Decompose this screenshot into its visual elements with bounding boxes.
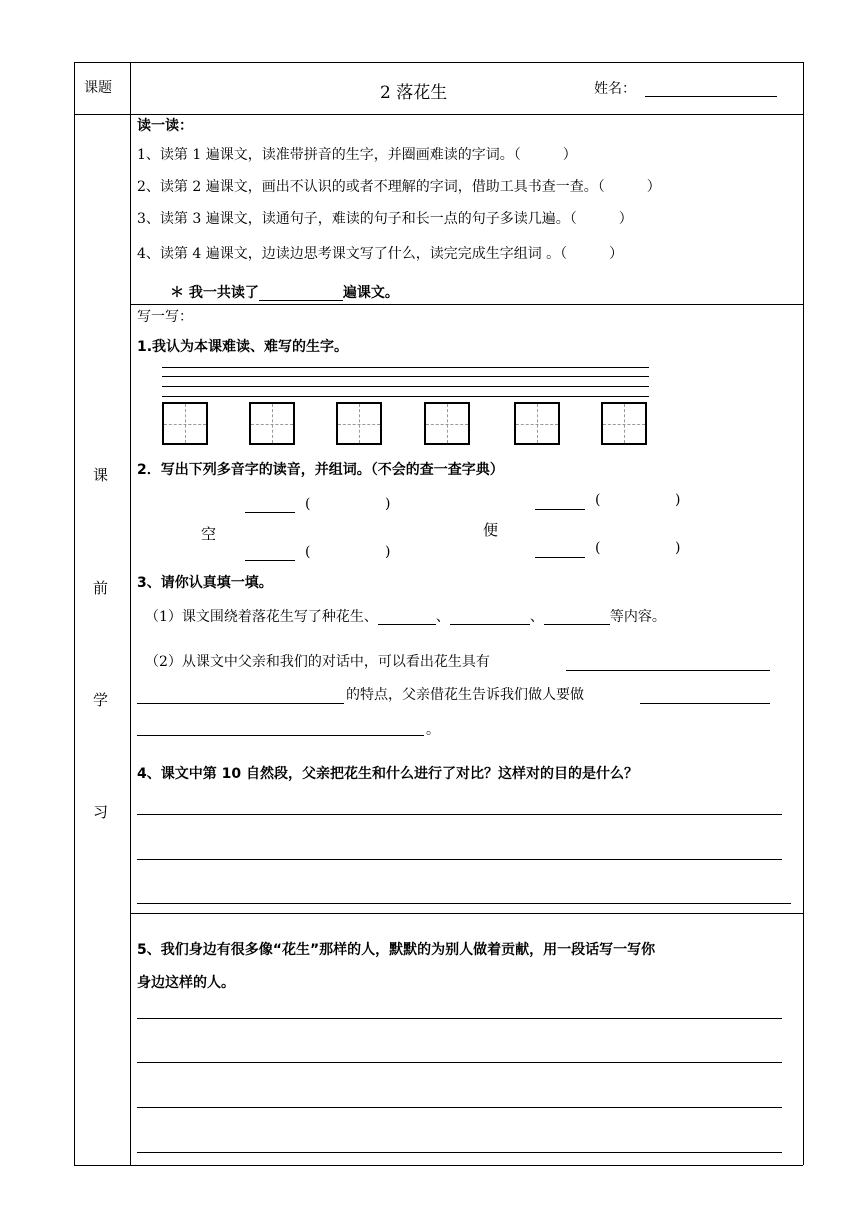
name-field[interactable] bbox=[645, 96, 777, 97]
poly-char-kong: 空 bbox=[201, 525, 217, 543]
character-box[interactable] bbox=[336, 402, 382, 445]
q3-2-blank-1b[interactable] bbox=[137, 703, 344, 704]
q3-1-sep: 、 bbox=[529, 609, 544, 625]
q3-1-sep: 、 bbox=[435, 609, 450, 625]
q3-2-blank-1[interactable] bbox=[566, 670, 770, 671]
side-label-4: 习 bbox=[93, 803, 109, 821]
paren-close: ) bbox=[385, 496, 391, 512]
q3-2-prefix: （2）从课文中父亲和我们的对话中，可以看出花生具有 bbox=[145, 654, 490, 670]
label-column-border bbox=[130, 62, 131, 1165]
read-item-4: 4、读第 4 遍课文，边读边思考课文写了什么，读完完成生字组词 。（ ） bbox=[137, 246, 624, 262]
answer-line[interactable] bbox=[137, 1018, 782, 1019]
read-heading: 读一读： bbox=[137, 118, 193, 134]
table-top-border bbox=[74, 62, 803, 63]
pinyin-line bbox=[162, 386, 649, 387]
q5-text-line-1: 5、我们身边有很多像“花生”那样的人，默默的为别人做着贡献，用一段话写一写你 bbox=[137, 942, 656, 958]
q3-1-line bbox=[145, 609, 666, 625]
q3-2-blank-2[interactable] bbox=[640, 703, 770, 704]
topic-label: 课题 bbox=[84, 80, 112, 96]
q5-text-line-2: 身边这样的人。 bbox=[137, 975, 235, 991]
table-left-border bbox=[74, 62, 75, 1165]
answer-line[interactable] bbox=[137, 859, 782, 860]
poly-char-bian: 便 bbox=[483, 521, 499, 539]
paren-open: ( bbox=[305, 544, 311, 560]
q4-text: 4、课文中第 10 自然段，父亲把花生和什么进行了对比？这样对的目的是什么？ bbox=[137, 766, 638, 782]
q5-section-border bbox=[130, 913, 803, 914]
q3-1-prefix: （1）课文围绕着落花生写了种花生、 bbox=[145, 609, 378, 625]
pronunciation-blank[interactable] bbox=[535, 509, 585, 510]
paren-close: ) bbox=[675, 540, 681, 556]
answer-line[interactable] bbox=[137, 903, 791, 904]
table-bottom-border bbox=[74, 1165, 803, 1166]
paren-close: ) bbox=[675, 492, 681, 508]
read-count-prefix: ＊ 我一共读了 bbox=[170, 285, 259, 301]
paren-open: ( bbox=[305, 496, 311, 512]
answer-line[interactable] bbox=[137, 1107, 782, 1108]
pinyin-line bbox=[162, 376, 649, 377]
side-label-1: 课 bbox=[93, 466, 109, 484]
q3-text: 3、请你认真填一填。 bbox=[137, 575, 273, 591]
read-item-3: 3、读第 3 遍课文，读通句子，难读的句子和长一点的句子多读几遍。（ ） bbox=[137, 211, 633, 227]
answer-line[interactable] bbox=[137, 1062, 782, 1063]
paren-close: ) bbox=[385, 544, 391, 560]
q3-1-suffix: 等内容。 bbox=[609, 609, 666, 625]
read-item-2: 2、读第 2 遍课文，画出不认识的或者不理解的字词，借助工具书查一查。（ ） bbox=[137, 179, 661, 195]
answer-line[interactable] bbox=[137, 814, 782, 815]
q3-1-blank-3[interactable] bbox=[544, 610, 610, 625]
read-item-1: 1、读第 1 遍课文，读准带拼音的生字，并圈画难读的字词。（ ） bbox=[137, 147, 577, 163]
name-label: 姓名： bbox=[594, 81, 636, 97]
write-heading: 写一写： bbox=[137, 309, 193, 325]
paren-open: ( bbox=[595, 540, 601, 556]
q3-1-blank-2[interactable] bbox=[450, 610, 530, 625]
table-right-border bbox=[803, 62, 804, 1165]
answer-line[interactable] bbox=[137, 1152, 782, 1153]
pinyin-line[interactable] bbox=[162, 367, 649, 368]
character-box[interactable] bbox=[162, 402, 208, 445]
character-box[interactable] bbox=[514, 402, 560, 445]
pinyin-line bbox=[162, 396, 649, 397]
read-count-line bbox=[170, 285, 399, 301]
pronunciation-blank[interactable] bbox=[245, 560, 295, 561]
character-box[interactable] bbox=[601, 402, 647, 445]
read-count-suffix: 遍课文。 bbox=[342, 285, 399, 301]
character-box[interactable] bbox=[424, 402, 470, 445]
read-count-field[interactable] bbox=[259, 286, 343, 301]
paren-open: ( bbox=[595, 492, 601, 508]
q1-text: 1.我认为本课难读、难写的生字。 bbox=[137, 339, 349, 355]
read-section-border bbox=[130, 304, 803, 305]
q3-2-mid: 的特点，父亲借花生告诉我们做人要做 bbox=[346, 687, 584, 703]
q3-1-blank-1[interactable] bbox=[378, 610, 436, 625]
q3-2-end: 。 bbox=[426, 722, 440, 738]
q2-text: 2．写出下列多音字的读音，并组词。（不会的查一查字典） bbox=[137, 462, 504, 478]
q3-2-blank-2b[interactable] bbox=[137, 735, 424, 736]
side-label-2: 前 bbox=[93, 579, 109, 597]
character-box[interactable] bbox=[249, 402, 295, 445]
pronunciation-blank[interactable] bbox=[535, 557, 585, 558]
header-row-border bbox=[74, 114, 803, 115]
side-label-3: 学 bbox=[93, 691, 109, 709]
pronunciation-blank[interactable] bbox=[245, 512, 295, 513]
lesson-title: 2 落花生 bbox=[380, 83, 448, 103]
